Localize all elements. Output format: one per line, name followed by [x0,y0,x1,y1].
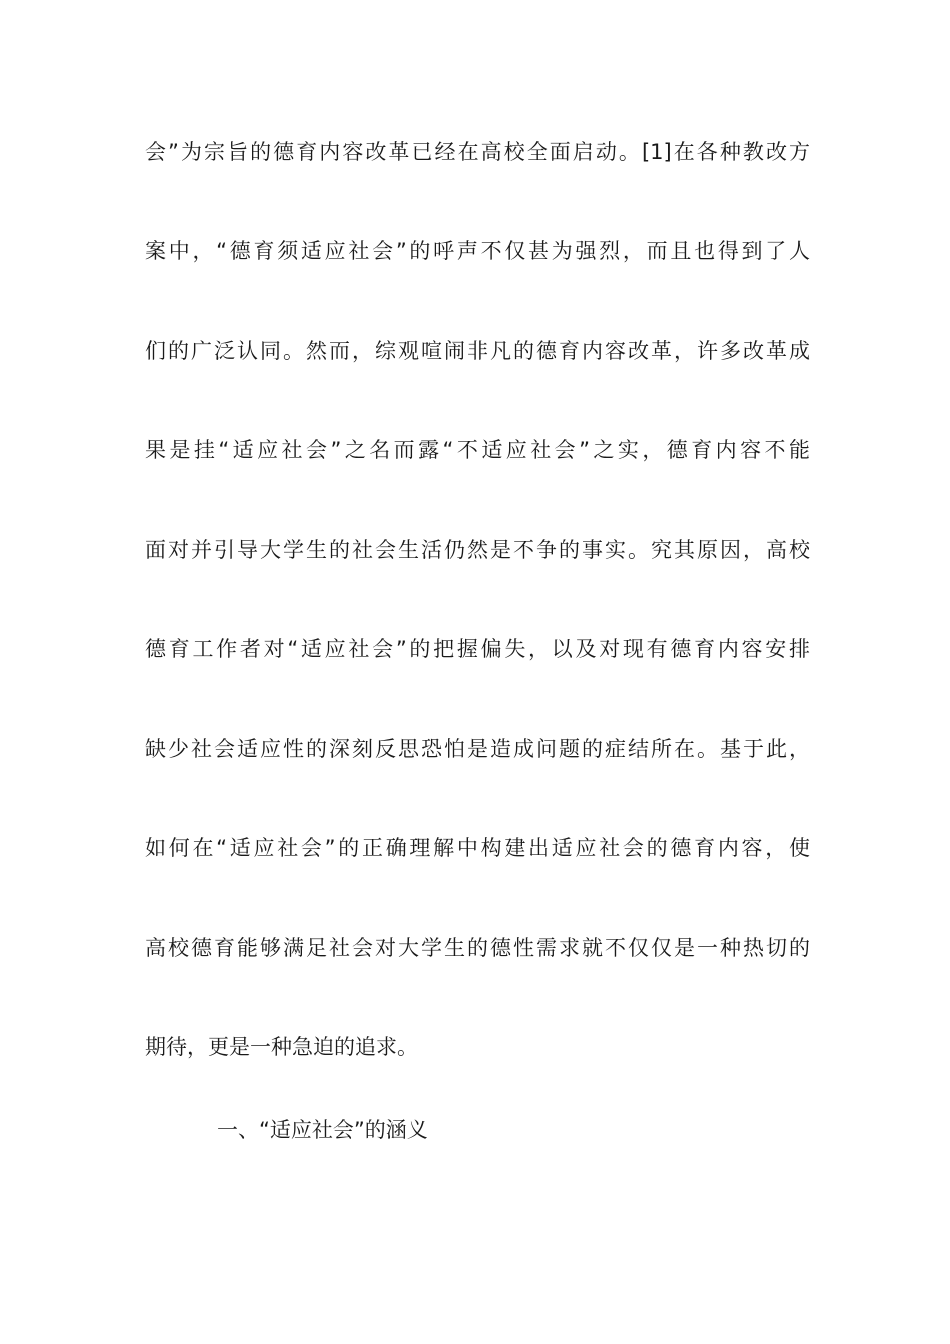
paragraph-line-2: 案中，“德育须适应社会”的呼声不仅甚为强烈，而且也得到了人 [145,239,810,263]
paragraph-line-3: 们的广泛认同。然而，综观喧闹非凡的德育内容改革，许多改革成 [145,339,810,363]
paragraph-line-8: 如何在“适应社会”的正确理解中构建出适应社会的德育内容，使 [145,836,810,860]
paragraph-line-10: 期待，更是一种急迫的追求。 [145,1035,418,1059]
section-heading: 一、“适应社会”的涵义 [217,1118,428,1142]
paragraph-line-4: 果是挂“适应社会”之名而露“不适应社会”之实，德育内容不能 [145,438,810,462]
paragraph-line-5: 面对并引导大学生的社会生活仍然是不争的事实。究其原因，高校 [145,538,810,562]
paragraph-line-6: 德育工作者对“适应社会”的把握偏失，以及对现有德育内容安排 [145,637,810,661]
paragraph-line-9: 高校德育能够满足社会对大学生的德性需求就不仅仅是一种热切的 [145,936,810,960]
paragraph-line-1: 会”为宗旨的德育内容改革已经在高校全面启动。[1]在各种教改方 [145,140,810,164]
paragraph-line-7: 缺少社会适应性的深刻反思恐怕是造成问题的症结所在。基于此， [145,737,810,761]
